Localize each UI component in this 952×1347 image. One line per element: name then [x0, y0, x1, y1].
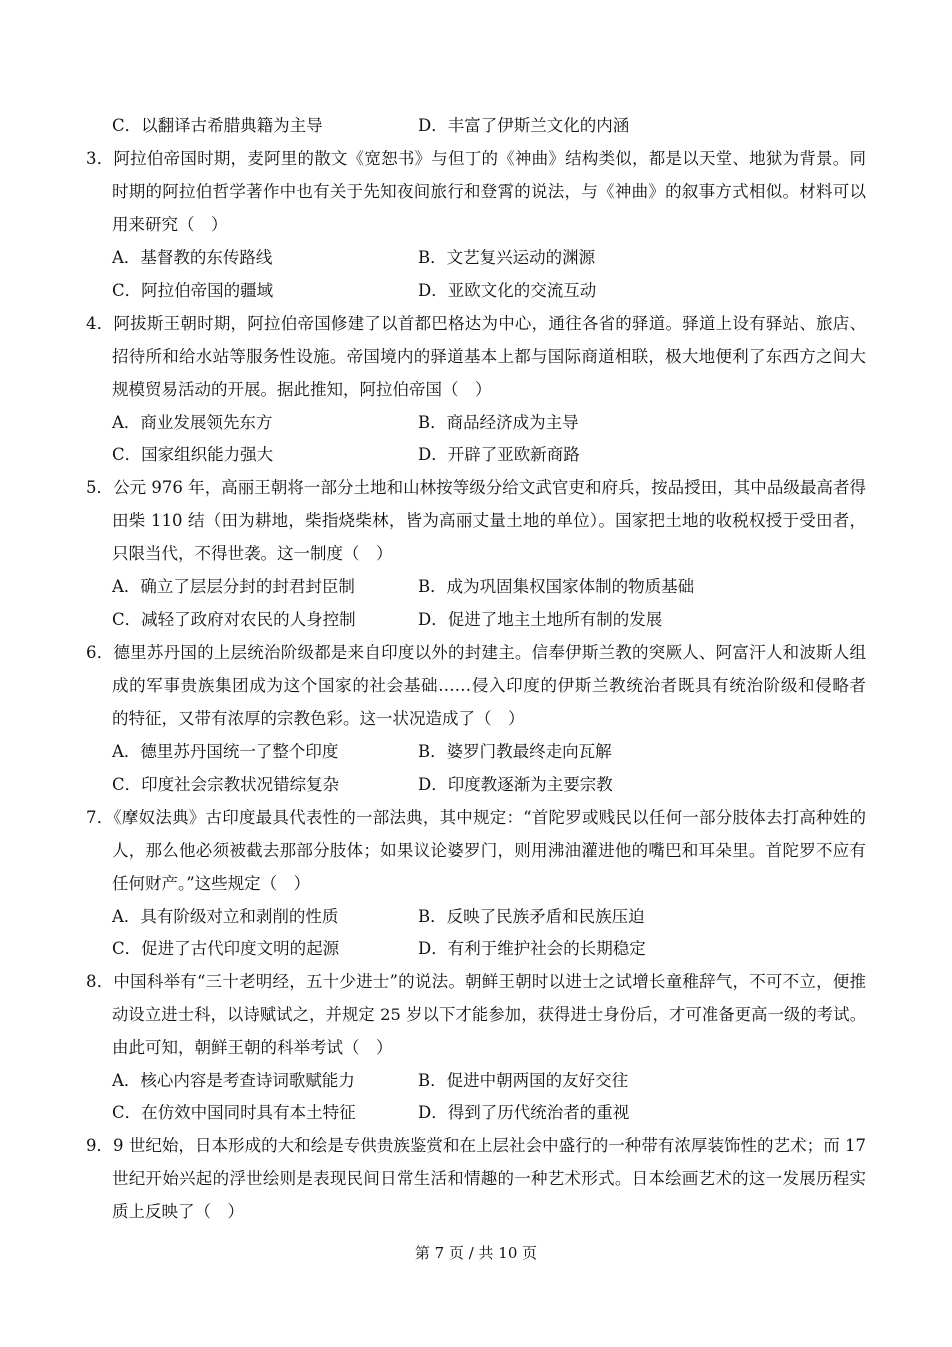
q8-stem-line-2: 动设立进士科，以诗赋试之，并规定 25 岁以下才能参加，获得进士身份后，才可准备更高一级的考试。	[112, 1005, 866, 1024]
q9-stem-line-1: 9．9 世纪始，日本形成的大和绘是专供贵族鉴赏和在上层社会中盛行的一种带有浓厚装饰性的艺术；而 17	[86, 1136, 866, 1155]
q7-stem-line-3: 任何财产。”这些规定（ ）	[112, 874, 311, 893]
q2-option-d: D．丰富了伊斯兰文化的内涵	[418, 116, 630, 135]
q8-stem-line-3: 由此可知，朝鲜王朝的科举考试（ ）	[112, 1038, 393, 1057]
q2-option-c: C．以翻译古希腊典籍为主导	[112, 116, 323, 135]
q4-stem-line-1: 4．阿拔斯王朝时期，阿拉伯帝国修建了以首都巴格达为中心，通往各省的驿道。驿道上设有驿站、旅店、	[86, 314, 866, 333]
q3-stem-line-3: 用来研究（ ）	[112, 215, 228, 234]
q7-option-c: C．促进了古代印度文明的起源	[112, 939, 340, 958]
q5-option-c: C．减轻了政府对农民的人身控制	[112, 610, 356, 629]
q5-stem-line-1: 5．公元 976 年，高丽王朝将一部分土地和山林按等级分给文武官吏和府兵，按品授田，其中品级最高者得	[86, 478, 866, 497]
q4-stem-line-3: 规模贸易活动的开展。据此推知，阿拉伯帝国（ ）	[112, 380, 492, 399]
q6-option-b: B．婆罗门教最终走向瓦解	[418, 742, 612, 761]
q3-option-d: D．亚欧文化的交流互动	[418, 281, 597, 300]
q8-stem-line-1: 8．中国科举有“三十老明经，五十少进士”的说法。朝鲜王朝时以进士之试增长童稚辞气，不可不立，便推	[86, 972, 866, 991]
q5-option-b: B．成为巩固集权国家体制的物质基础	[418, 577, 695, 596]
q8-option-b: B．促进中朝两国的友好交往	[418, 1071, 629, 1090]
page-number-footer: 第 7 页 / 共 10 页	[414, 1244, 538, 1262]
q3-option-a: A．基督教的东传路线	[112, 248, 273, 267]
q5-option-d: D．促进了地主土地所有制的发展	[418, 610, 663, 629]
q9-stem-line-2: 世纪开始兴起的浮世绘则是表现民间日常生活和情趣的一种艺术形式。日本绘画艺术的这一发展历程实	[112, 1169, 866, 1188]
q3-option-c: C．阿拉伯帝国的疆域	[112, 281, 274, 300]
q4-option-d: D．开辟了亚欧新商路	[418, 445, 580, 464]
q5-stem-line-2: 田柴 110 结（田为耕地，柴指烧柴林，皆为高丽丈量土地的单位）。国家把土地的收税权授于受田者，	[112, 511, 866, 530]
q9-stem-line-3: 质上反映了（ ）	[112, 1202, 244, 1221]
q4-stem-line-2: 招待所和给水站等服务性设施。帝国境内的驿道基本上都与国际商道相联，极大地便利了东西方之间大	[112, 347, 866, 366]
q7-stem-line-2: 人，那么他必须被截去那部分肢体；如果议论婆罗门，则用沸油灌进他的嘴巴和耳朵里。首陀罗不应有	[112, 841, 866, 860]
q6-stem-line-2: 成的军事贵族集团成为这个国家的社会基础……侵入印度的伊斯兰教统治者既具有统治阶级和侵略者	[112, 676, 866, 695]
q8-option-a: A．核心内容是考查诗词歌赋能力	[112, 1071, 355, 1090]
q7-option-b: B．反映了民族矛盾和民族压迫	[418, 907, 645, 926]
q4-option-b: B．商品经济成为主导	[418, 413, 579, 432]
q7-option-d: D．有利于维护社会的长期稳定	[418, 939, 646, 958]
q6-stem-line-3: 的特征，又带有浓厚的宗教色彩。这一状况造成了（ ）	[112, 709, 525, 728]
q5-option-a: A．确立了层层分封的封君封臣制	[112, 577, 355, 596]
q5-stem-line-3: 只限当代，不得世袭。这一制度（ ）	[112, 544, 393, 563]
q3-stem-line-2: 时期的阿拉伯哲学著作中也有关于先知夜间旅行和登霄的说法，与《神曲》的叙事方式相似。材料可以	[112, 182, 866, 201]
q8-option-c: C．在仿效中国同时具有本土特征	[112, 1103, 356, 1122]
q7-stem-line-1: 7．《摩奴法典》古印度最具代表性的一部法典，其中规定：“首陀罗或贱民以任何一部分肢体去打高种姓的	[86, 808, 866, 827]
q7-option-a: A．具有阶级对立和剥削的性质	[112, 907, 339, 926]
q6-option-c: C．印度社会宗教状况错综复杂	[112, 775, 340, 794]
q6-option-d: D．印度教逐渐为主要宗教	[418, 775, 613, 794]
q8-option-d: D．得到了历代统治者的重视	[418, 1103, 630, 1122]
q4-option-c: C．国家组织能力强大	[112, 445, 274, 464]
q3-option-b: B．文艺复兴运动的渊源	[418, 248, 596, 267]
q6-stem-line-1: 6．德里苏丹国的上层统治阶级都是来自印度以外的封建主。信奉伊斯兰教的突厥人、阿富汗人和波斯人组	[86, 643, 866, 662]
q6-option-a: A．德里苏丹国统一了整个印度	[112, 742, 339, 761]
q4-option-a: A．商业发展领先东方	[112, 413, 273, 432]
q3-stem-line-1: 3．阿拉伯帝国时期，麦阿里的散文《宽恕书》与但丁的《神曲》结构类似，都是以天堂、地狱为背景。同	[86, 149, 866, 168]
